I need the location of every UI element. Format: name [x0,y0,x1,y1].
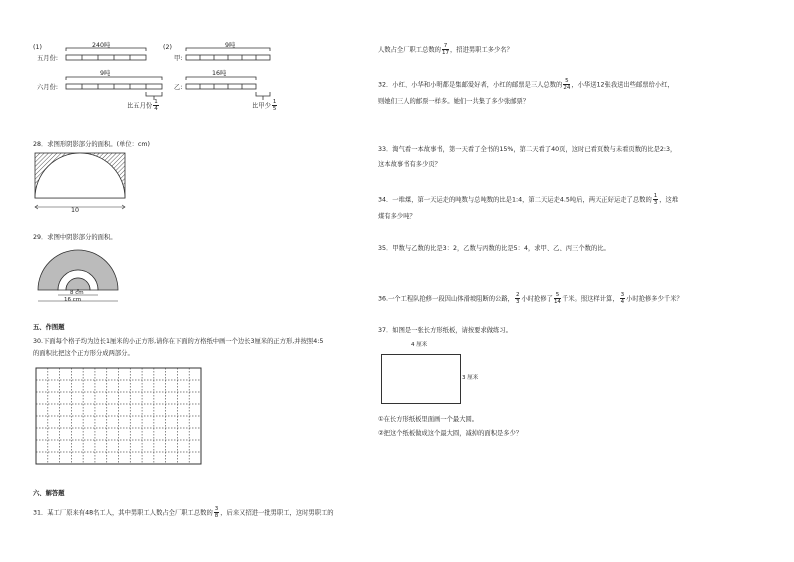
q29-text: 29．求图中阴影部分的面积。 [33,234,117,241]
q29-inner-dim: 8 cm [70,290,84,296]
diagram2-row2-label: 乙: [174,84,183,91]
q30-grid[interactable] [35,367,205,467]
diagram1-row1-label: 五月份: [37,55,59,62]
q34-line1: 34．一堆煤，第一天运走的吨数与总吨数的比是1:4，第二天运走4.5吨后，两天正好运走了总数的 $\frac{1}{3}$ ，这堆 [378,193,679,206]
q31-continued: 人数占全厂职工总数的 $\frac{7}{17}$ ，招进男职工多少名？ [378,43,513,56]
q33-line1: 33．淘气看一本故事书，第一天看了全书的15%，第二天看了40页，这时已看页数与未看页数的比是2:3， [378,146,677,153]
diagram2-mid-value: 16吨 [212,70,227,77]
q37-rectangle [381,354,461,404]
q28-figure [30,150,130,220]
q30-line2: 的面积比把这个正方形分成两部分。 [33,350,134,357]
q37-text: 37．如图是一张长方形纸板，请按要求做练习。 [378,327,512,334]
q33-line2: 这本故事书有多少页？ [378,161,441,168]
q37-part1: ①在长方形纸板里面画一个最大圆。 [378,416,479,423]
diagram1-row2-label: 六月份: [37,84,59,91]
q37-rect-top-label: 4 厘米 [411,342,428,348]
diagram1-mid-value: 9吨 [100,70,111,77]
q34-line2: 煤有多少吨？ [378,213,416,220]
diagram1-top-value: 240吨 [92,42,111,49]
q36-text: 36.一个工程队抢修一段因山体滑坡阻断的公路， $\frac{2}{3}$ 小时抢修了 $\frac{5}{14}$ 千米。照这样计算， $\frac{3}{4}$ 小时抢修多少千米？ [378,292,683,305]
section5-title: 五、作图题 [33,324,65,331]
q28-dimension: 10 [71,207,80,214]
diagram1-label: (1) [33,44,42,51]
diagram2-label: (2) [163,44,172,51]
q37-part2: ②把这个纸板做成这个最大圆，减掉的面积是多少？ [378,430,523,437]
diagram1-note: 比五月份 $\frac{1}{4}$ [127,99,158,112]
diagram2-note: 比甲少 $\frac{1}{5}$ [252,99,277,112]
diagram2-top-value: 9吨 [225,42,236,49]
q30-line1: 30.下面每个格子均为边长1厘米的小正方形,请你在下面的方格纸中画一个边长3厘米的正方形,并按照4:5 [33,338,324,345]
diagram2-row1-label: 甲: [174,55,183,62]
q32-line2: 则她们三人的邮票一样多。她们一共集了多少张邮票？ [378,98,530,105]
q35-text: 35．甲数与乙数的比是3：2，乙数与丙数的比是5：4，求甲、乙、丙三个数的比。 [378,245,610,252]
q37-rect-side-label: 3 厘米 [462,375,479,381]
section6-title: 六、解答题 [33,490,65,497]
q31-text: 31．某工厂原来有48名工人，其中男职工人数占全厂职工总数的 $\frac{3}{8}$ ，后来又招进一批男职工，这时男职工的 [33,506,334,519]
q28-text: 28．求图形阴影部分的面积。(单位：cm) [33,141,150,148]
q29-outer-dim: 16 cm [64,297,82,303]
q32-line1: 32．小红、小华和小明都是集邮爱好者，小红的邮票是三人总数的 $\frac{5}{24}$ ，小华送12张我送出些邮票给小红， [378,78,674,91]
